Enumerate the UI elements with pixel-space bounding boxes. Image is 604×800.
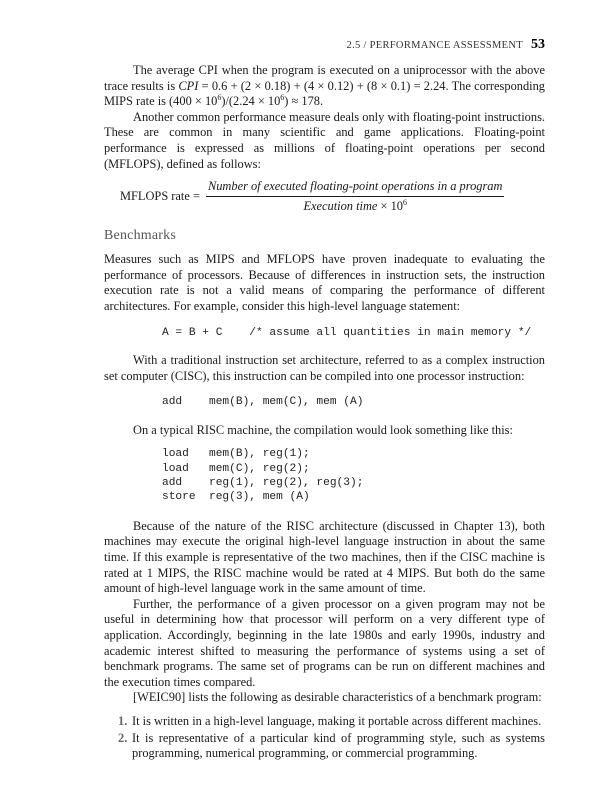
paragraph-mflops: Another common performance measure deals only with floating-point instructions. These are common in many scientific and game applications. Floating-point performance is expressed as millions of floating-point operations per second (MFLOPS), defined as follows: [104, 109, 545, 171]
list-item [104, 714, 545, 729]
mflops-formula [120, 179, 545, 214]
code-risc: load mem(B), reg(1); load mem(C), reg(2); add reg(1), reg(2), reg(3); store reg(3), mem (A) [162, 448, 364, 504]
formula-fraction [206, 179, 504, 214]
running-head [104, 37, 545, 53]
formula-lhs: MFLOPS rate = [120, 189, 200, 204]
text-run: = 0.6 + (2 × 0.18) + (4 × 0.12) + (8 × 0.1) = 2.24. The corresponding MIPS rate is (400 × 10 [104, 78, 545, 109]
formula-denominator [303, 197, 407, 214]
text-run: )/(2.24 × 10 [221, 94, 281, 109]
page-number: 53 [531, 37, 545, 52]
paragraph-risc: On a typical RISC machine, the compilation would look something like this: [133, 422, 513, 437]
paragraph-benchmarks-1: Measures such as MIPS and MFLOPS have proven inadequate to evaluating the performance of processors. Because of differences in instruction sets, the instruction execution rate is not a valid means of comparing the performance of different architectures. For example, consider this high-level language statement: [104, 252, 545, 313]
paragraph-cisc: With a traditional instruction set architecture, referred to as a complex instruction set computer (CISC), this instruction can be compiled into one processor instruction: [104, 352, 545, 383]
page-body [104, 63, 545, 763]
section-title: 2.5 / PERFORMANCE ASSESSMENT [346, 40, 523, 51]
list-number: 2. [118, 731, 128, 746]
list-text: It is written in a high-level language, making it portable across different machines. [132, 713, 542, 728]
section-heading-benchmarks: Benchmarks [104, 228, 176, 244]
paragraph-cpi [104, 63, 545, 110]
paragraph-benchmark-programs: Further, the performance of a given processor on a given program may not be useful in determining how that processor will perform on a very different type of application. Accordingly, beginning in the late 1980s and early 1990s, industry and academic interest shifted to measuring the performance of systems using a set of benchmark programs. The same set of programs can be run on different machines and the execution times compared. [104, 596, 545, 689]
list-item [104, 731, 545, 761]
formula-numerator: Number of executed floating-point operations in a program [206, 179, 504, 197]
exponent: 6 [217, 93, 222, 103]
text-run: ) ≈ 178. [284, 94, 324, 109]
code-cisc: add mem(B), mem(C), mem (A) [162, 396, 364, 409]
denominator-text: Execution time [303, 199, 378, 214]
denominator-text: × 10 [377, 199, 403, 214]
paragraph-risc-architecture: Because of the nature of the RISC architecture (discussed in Chapter 13), both machines may execute the original high-level language instruction in about the same time. If this example is representative of the two machines, then if the CISC machine is rated at 1 MIPS, the RISC machine would be rated at 4 MIPS. But both do the same amount of high-level language work in the same amount of time. [104, 518, 545, 596]
text-run: The average CPI when the program is executed on a uniprocessor with the above trace results is [104, 63, 545, 93]
list-text: It is representative of a particular kind of programming style, such as systems programming, numerical programming, or commercial programming. [132, 731, 545, 761]
exponent: 6 [402, 198, 407, 208]
list-number: 1. [118, 713, 128, 728]
code-hll-statement: A = B + C /* assume all quantities in main memory */ [162, 326, 532, 339]
characteristics-list [104, 714, 545, 762]
cpi-symbol: CPI [178, 78, 199, 93]
exponent: 6 [280, 93, 285, 103]
paragraph-weic90: [WEIC90] lists the following as desirable characteristics of a benchmark program: [133, 690, 542, 705]
